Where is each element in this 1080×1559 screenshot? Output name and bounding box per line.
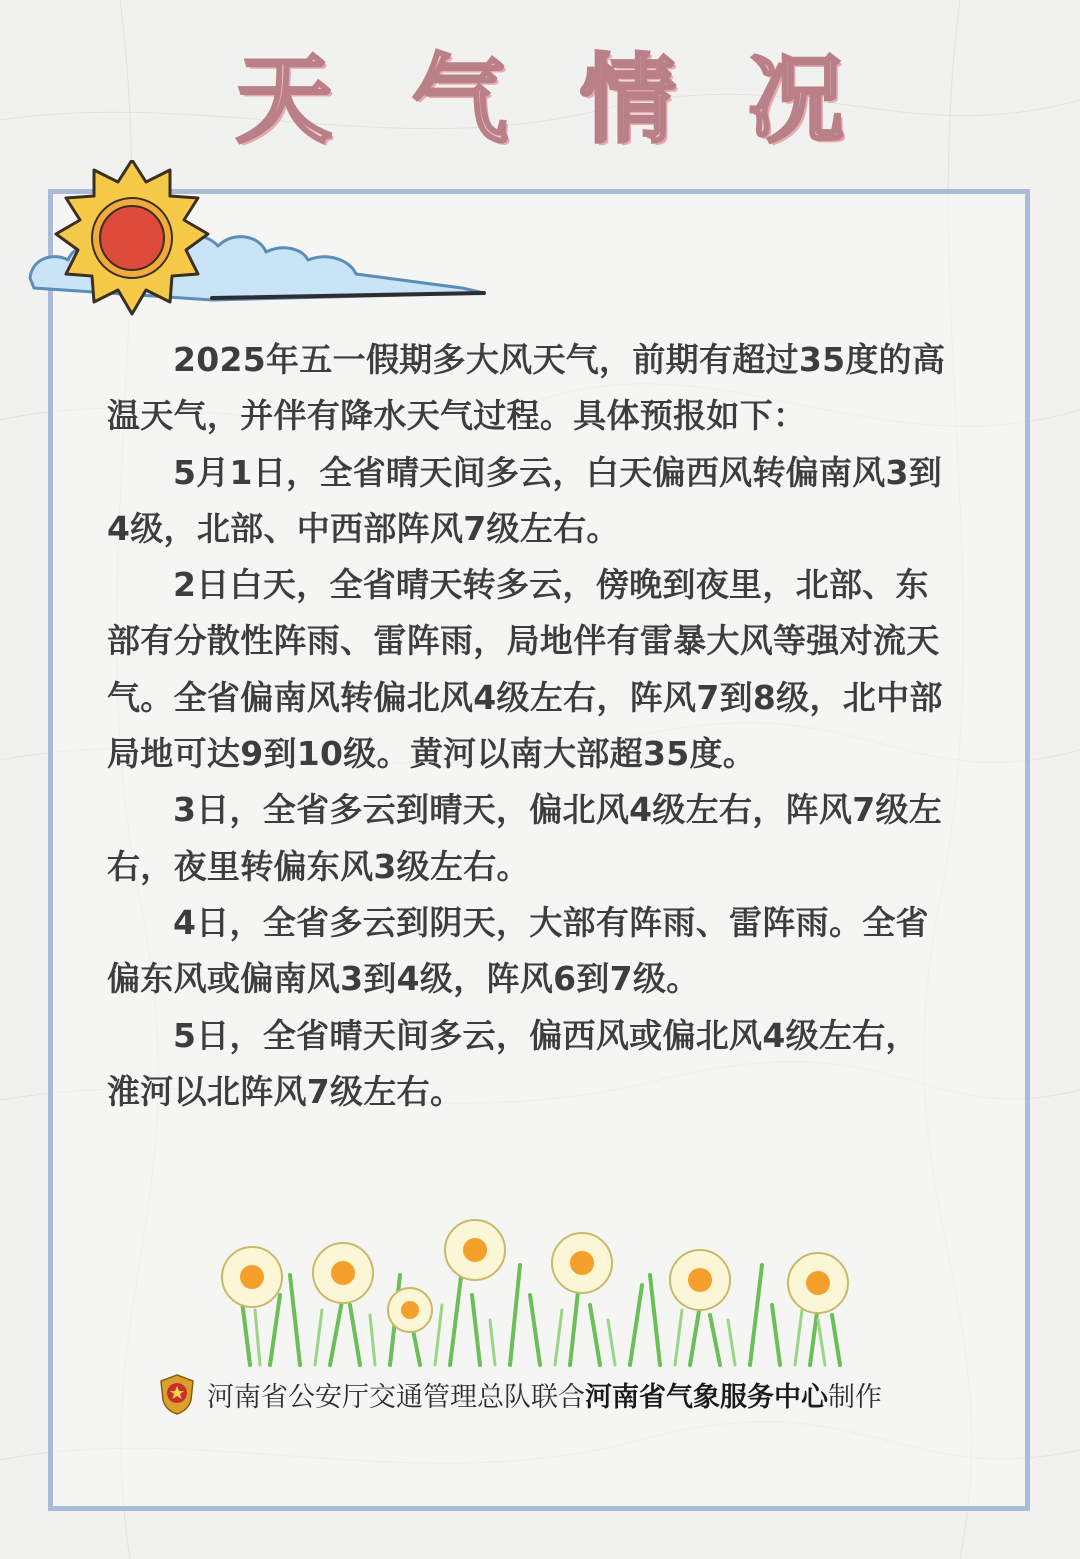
title-char: 天 [236,44,332,156]
footer-organization: 河南省气象服务中心 [585,1381,828,1413]
footer-text [207,1375,882,1414]
forecast-day-4: 4日，全省多云到阴天，大部有阵雨、雷阵雨。全省偏东风或偏南风3到4级，阵风6到7级。 [107,902,929,999]
forecast-text [107,332,947,1120]
police-emblem-icon [155,1372,199,1416]
footer-prefix: 河南省公安厅交通管理总队联合 [207,1381,585,1413]
flower-icon [388,1288,432,1332]
footer-credit [155,1372,955,1416]
daffodil-illustration [210,1215,870,1375]
forecast-day-2: 2日白天，全省晴天转多云，傍晚到夜里，北部、东部有分散性阵雨、雷阵雨，局地伴有雷暴大风等强对流天气。全省偏南风转偏北风4级左右，阵风7到8级，北中部局地可达9到10级。黄河以南大部超35度。 [107,565,943,774]
flower-icon [445,1220,505,1280]
flower-icon [313,1243,373,1303]
forecast-day-5: 5日，全省晴天间多云，偏西风或偏北风4级左右，淮河以北阵风7级左右。 [107,1015,919,1111]
flower-icon [788,1253,848,1313]
forecast-day-1: 5月1日，全省晴天间多云，白天偏西风转偏南风3到4级，北部、中西部阵风7级左右。 [107,452,943,548]
page-title [0,40,1080,160]
title-char: 情 [580,44,676,156]
forecast-day-3: 3日，全省多云到晴天，偏北风4级左右，阵风7级左右，夜里转偏东风3级左右。 [107,790,943,886]
footer-suffix: 制作 [828,1381,882,1413]
title-char: 气 [412,44,508,156]
sun-cloud-illustration [22,160,492,330]
title-char: 况 [748,44,844,156]
flower-icon [670,1250,730,1310]
flower-icon [552,1233,612,1293]
flower-icon [222,1247,282,1307]
intro-paragraph: 2025年五一假期多大风天气，前期有超过35度的高温天气，并伴有降水天气过程。具体预报如下： [107,340,946,436]
